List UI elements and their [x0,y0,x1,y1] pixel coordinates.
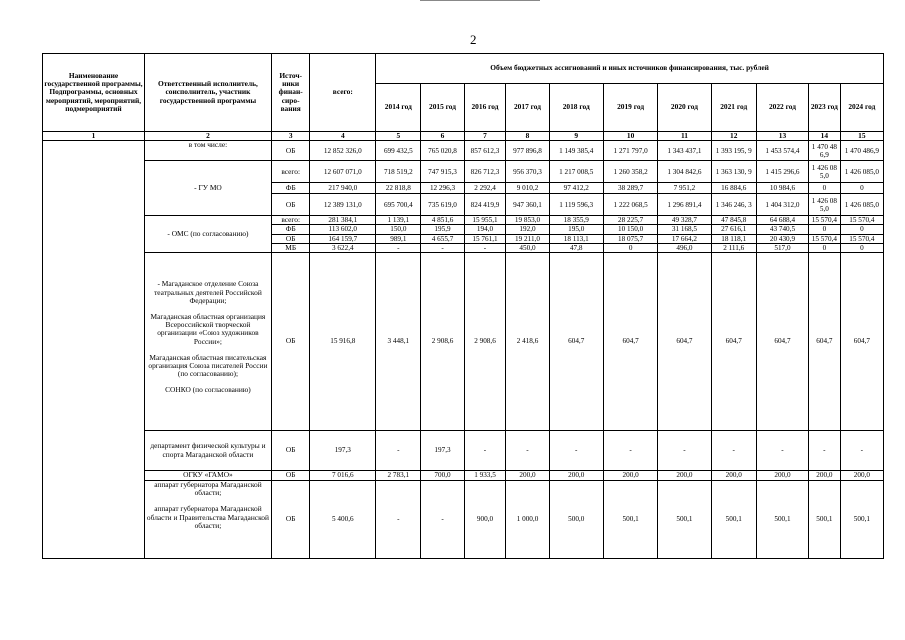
value-cell: 1 453 574,4 [756,141,808,161]
value-cell: 604,7 [756,253,808,431]
executor-line: СОНКО (по согласованию) [165,385,251,395]
value-cell: 0 [840,225,883,234]
value-cell: 18 118,1 [711,234,756,243]
value-cell: 718 519,2 [376,161,421,183]
value-cell: 1 346 246, 3 [711,194,756,216]
value-cell: 1 119 596,3 [549,194,603,216]
source-cell: ФБ [271,183,310,194]
value-cell: 19 853,0 [506,216,549,225]
value-cell: - [376,431,421,471]
header-total: всего: [310,54,376,132]
value-cell: 200,0 [711,471,756,481]
source-cell: МБ [271,243,310,252]
executor-line: Магаданская областная организация Всероссийской творческой организации «Союз художников России»; [150,312,266,346]
column-number: 2 [144,132,271,141]
value-cell: 857 612,3 [464,141,506,161]
value-cell: 195,0 [549,225,603,234]
source-cell: ОБ [271,481,310,559]
value-cell: 15 570,4 [840,234,883,243]
value-cell: 113 602,0 [310,225,376,234]
header-year: 2015 год [421,84,464,132]
value-cell: - [603,431,657,471]
value-cell: 200,0 [840,471,883,481]
executor-label: - ГУ МО [144,161,271,216]
value-cell: 16 884,6 [711,183,756,194]
value-cell: - [421,243,464,252]
value-cell: 0 [840,183,883,194]
value-cell: 500,1 [711,481,756,559]
value-cell: 956 370,3 [506,161,549,183]
value-cell: 15 570,4 [809,216,841,225]
value-cell: 2 418,6 [506,253,549,431]
value-cell: 765 020,8 [421,141,464,161]
value-cell: - [840,431,883,471]
value-cell: 747 915,3 [421,161,464,183]
header-year: 2018 год [549,84,603,132]
header-year: 2016 год [464,84,506,132]
value-cell: 1 000,0 [506,481,549,559]
value-cell: 194,0 [464,225,506,234]
header-year: 2021 год [711,84,756,132]
value-cell: 604,7 [549,253,603,431]
value-cell: 500,1 [840,481,883,559]
executor-line: Магаданская областная писательская организация Союза писателей России (по согласованию); [148,352,268,379]
header-year: 2020 год [658,84,711,132]
value-cell: - [756,431,808,471]
table-row [43,216,884,225]
executor-label: в том числе: [144,141,271,161]
value-cell: - [549,431,603,471]
source-cell: ОБ [271,141,310,161]
value-cell: 500,0 [549,481,603,559]
table-row [43,253,884,431]
value-cell: 12 296,3 [421,183,464,194]
executor-label: департамент физической культуры и спорта Магаданской области [144,431,271,471]
value-cell: - [711,431,756,471]
value-cell: 9 010,2 [506,183,549,194]
header-year: 2019 год [603,84,657,132]
value-cell: 4 655,7 [421,234,464,243]
source-cell: ОБ [271,253,310,431]
value-cell: 18 075,7 [603,234,657,243]
value-cell: 604,7 [840,253,883,431]
table-row [43,481,884,559]
value-cell: 47,8 [549,243,603,252]
column-number: 1 [43,132,145,141]
value-cell: 200,0 [506,471,549,481]
value-cell: 824 419,9 [464,194,506,216]
value-cell: 2 908,6 [464,253,506,431]
column-number: 10 [603,132,657,141]
value-cell: 900,0 [464,481,506,559]
value-cell: 164 159,7 [310,234,376,243]
value-cell: 699 432,5 [376,141,421,161]
value-cell: 604,7 [658,253,711,431]
value-cell: 2 783,1 [376,471,421,481]
value-cell: 0 [809,243,841,252]
value-cell: 1 296 891,4 [658,194,711,216]
header-year: 2017 год [506,84,549,132]
source-cell: ОБ [271,431,310,471]
executor-line: аппарат губернатора Магаданской области; [154,480,262,498]
value-cell: 49 328,7 [658,216,711,225]
column-number: 3 [271,132,310,141]
value-cell: 1 363 130, 9 [711,161,756,183]
page-number: 2 [470,32,477,47]
value-cell: 197,3 [310,431,376,471]
value-cell: 1 222 068,5 [603,194,657,216]
value-cell: 0 [809,225,841,234]
value-cell: 3 622,4 [310,243,376,252]
value-cell: 2 111,6 [711,243,756,252]
header-year: 2014 год [376,84,421,132]
funding-table [42,53,884,559]
value-cell: 695 700,4 [376,194,421,216]
value-cell: 1 217 008,5 [549,161,603,183]
header-year: 2023 год [809,84,841,132]
value-cell: 2 292,4 [464,183,506,194]
value-cell: 7 951,2 [658,183,711,194]
value-cell: 38 289,7 [603,183,657,194]
value-cell: 0 [603,243,657,252]
value-cell: 200,0 [809,471,841,481]
value-cell: 1 426 08 5,0 [809,194,841,216]
value-cell: 192,0 [506,225,549,234]
value-cell: 1 470 48 6,9 [809,141,841,161]
value-cell: 500,1 [603,481,657,559]
value-cell: 977 896,8 [506,141,549,161]
value-cell: 1 149 385,4 [549,141,603,161]
value-cell: 15 570,4 [809,234,841,243]
header-executor: Ответственный исполнитель, соисполнитель, участник государственной программы [144,54,271,132]
source-cell: ОБ [271,471,310,481]
column-number: 12 [711,132,756,141]
value-cell: 28 225,7 [603,216,657,225]
value-cell: 200,0 [603,471,657,481]
value-cell: 1 933,5 [464,471,506,481]
value-cell: 1 260 358,2 [603,161,657,183]
value-cell: 43 740,5 [756,225,808,234]
value-cell: 1 426 085,0 [840,194,883,216]
value-cell: 19 211,0 [506,234,549,243]
column-number: 13 [756,132,808,141]
source-cell: всего: [271,216,310,225]
value-cell: 989,1 [376,234,421,243]
value-cell: 500,1 [809,481,841,559]
value-cell: 1 271 797,0 [603,141,657,161]
value-cell: - [809,431,841,471]
table-row [43,471,884,481]
header-year: 2024 год [840,84,883,132]
value-cell: 97 412,2 [549,183,603,194]
value-cell: 1 343 437,1 [658,141,711,161]
value-cell: 10 984,6 [756,183,808,194]
value-cell: - [376,481,421,559]
value-cell: 197,3 [421,431,464,471]
executor-label: ОГКУ «ГАМО» [144,471,271,481]
value-cell: 0 [809,183,841,194]
value-cell: 200,0 [756,471,808,481]
value-cell: 5 400,6 [310,481,376,559]
executor-label [144,481,271,559]
top-edge-line [420,0,540,3]
source-cell: ОБ [271,194,310,216]
value-cell: 1 470 486,9 [840,141,883,161]
value-cell: 4 851,6 [421,216,464,225]
value-cell: 496,0 [658,243,711,252]
header-source: Источ-ники финан-сиро-вания [271,54,310,132]
value-cell: 604,7 [711,253,756,431]
value-cell: 64 688,4 [756,216,808,225]
value-cell: 1 404 312,0 [756,194,808,216]
value-cell: 12 852 326,0 [310,141,376,161]
value-cell: 1 304 842,6 [658,161,711,183]
value-cell: 18 113,1 [549,234,603,243]
column-number: 11 [658,132,711,141]
value-cell: 1 426 08 5,0 [809,161,841,183]
value-cell: 3 448,1 [376,253,421,431]
value-cell: 826 712,3 [464,161,506,183]
executor-label: - ОМС (по согласованию) [144,216,271,253]
value-cell: 15 761,1 [464,234,506,243]
value-cell: 0 [840,243,883,252]
source-cell: всего: [271,161,310,183]
column-number: 7 [464,132,506,141]
value-cell: 17 664,2 [658,234,711,243]
value-cell: 217 940,0 [310,183,376,194]
column-number: 9 [549,132,603,141]
column-number: 4 [310,132,376,141]
header-year: 2022 год [756,84,808,132]
value-cell: 22 818,8 [376,183,421,194]
value-cell: 2 908,6 [421,253,464,431]
value-cell: 15 955,1 [464,216,506,225]
value-cell: 27 616,1 [711,225,756,234]
value-cell: 7 016,6 [310,471,376,481]
value-cell: 1 139,1 [376,216,421,225]
table-row [43,161,884,183]
value-cell: - [464,243,506,252]
value-cell: 735 619,0 [421,194,464,216]
value-cell: 200,0 [658,471,711,481]
value-cell: - [376,243,421,252]
value-cell: - [506,431,549,471]
executor-line: аппарат губернатора Магаданской области и Правительства Магаданской области; [146,504,269,530]
column-number: 8 [506,132,549,141]
source-cell: ФБ [271,225,310,234]
value-cell: 1 426 085,0 [840,161,883,183]
value-cell: 947 360,1 [506,194,549,216]
value-cell: 450,0 [506,243,549,252]
value-cell: 281 384,1 [310,216,376,225]
value-cell: 47 845,8 [711,216,756,225]
value-cell: 1 415 296,6 [756,161,808,183]
value-cell: - [464,431,506,471]
value-cell: 700,0 [421,471,464,481]
executor-line: - Магаданское отделение Союза театральных деятелей Российской Федерации; [154,279,262,305]
column-number: 6 [421,132,464,141]
value-cell: 604,7 [603,253,657,431]
value-cell: 500,1 [756,481,808,559]
value-cell: 18 355,9 [549,216,603,225]
value-cell: 200,0 [549,471,603,481]
value-cell: 12 607 071,0 [310,161,376,183]
value-cell: - [421,481,464,559]
source-cell: ОБ [271,234,310,243]
value-cell: 10 150,0 [603,225,657,234]
value-cell: 20 430,9 [756,234,808,243]
value-cell: 500,1 [658,481,711,559]
program-cell [43,141,145,559]
value-cell: 12 389 131,0 [310,194,376,216]
value-cell: 31 168,5 [658,225,711,234]
value-cell: 15 916,8 [310,253,376,431]
executor-label [144,253,271,431]
value-cell: 1 393 195, 9 [711,141,756,161]
column-number: 14 [809,132,841,141]
table-row [43,141,884,161]
value-cell: 195,9 [421,225,464,234]
header-program: Наименование государственной программы, Подпрограммы, основных мероприятий, мероприятий, подмероприятий [43,54,145,132]
column-number: 15 [840,132,883,141]
value-cell: - [658,431,711,471]
table-row [43,431,884,471]
value-cell: 604,7 [809,253,841,431]
value-cell: 517,0 [756,243,808,252]
value-cell: 15 570,4 [840,216,883,225]
column-number: 5 [376,132,421,141]
header-funding-group: Объем бюджетных ассигнований и иных источников финансирования, тыс. рублей [376,54,884,84]
value-cell: 150,0 [376,225,421,234]
